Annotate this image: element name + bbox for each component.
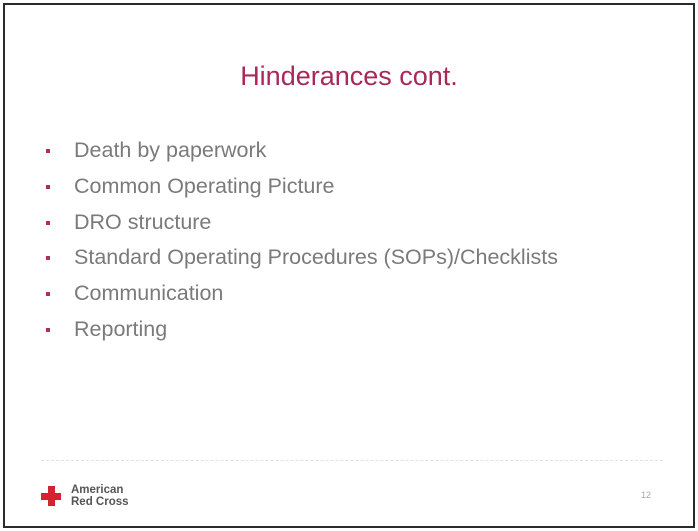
bullet-list [41, 133, 558, 348]
bullet-text: Common Operating Picture [74, 173, 335, 198]
bullet-item [41, 240, 558, 276]
bullet-text: Communication [74, 281, 224, 306]
square-bullet-icon [46, 292, 50, 296]
bullet-text: Death by paperwork [74, 138, 267, 162]
page-number: 12 [640, 490, 651, 500]
bullet-text: DRO structure [74, 209, 212, 234]
logo-line-2: Red Cross [71, 496, 129, 508]
square-bullet-icon [46, 149, 50, 153]
logo-wordmark [71, 484, 129, 508]
square-bullet-icon [46, 221, 50, 225]
bullet-text: Standard Operating Procedures (SOPs)/Checklists [74, 245, 558, 270]
square-bullet-icon [46, 185, 50, 189]
bullet-item [41, 169, 558, 205]
bullet-text: Reporting [74, 316, 168, 341]
slide [3, 3, 695, 528]
bullet-item [41, 312, 558, 348]
american-red-cross-logo [41, 483, 129, 509]
bullet-item [41, 133, 558, 169]
red-cross-icon [41, 486, 61, 506]
bullet-item [41, 276, 558, 312]
footer-divider [41, 460, 663, 461]
slide-title: Hinderances cont. [240, 61, 458, 91]
logo-line-1: American [71, 484, 124, 496]
square-bullet-icon [46, 328, 50, 332]
square-bullet-icon [46, 256, 50, 260]
bullet-item [41, 205, 558, 241]
